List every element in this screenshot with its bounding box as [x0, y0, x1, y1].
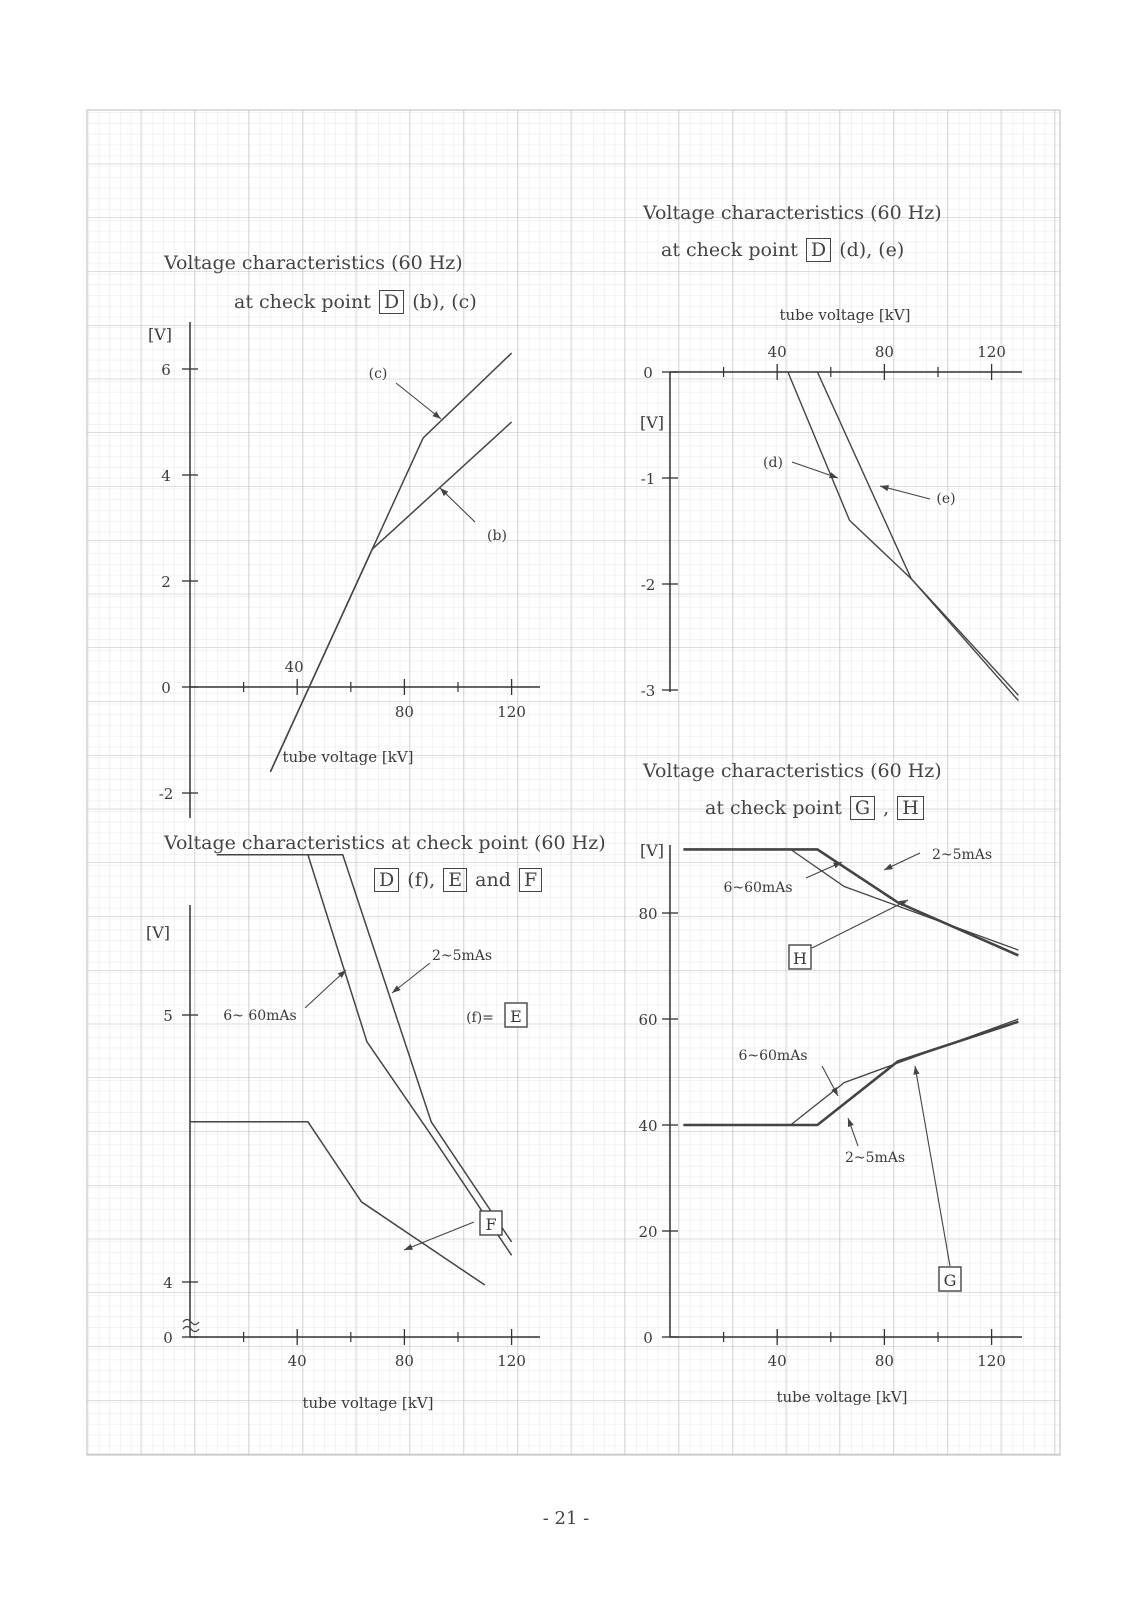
- chart3-x-tick-label: 120: [497, 1352, 526, 1370]
- annotation-g-arrow-head: [913, 1066, 919, 1075]
- chart2-subtitle-curves: (d), (e): [839, 239, 905, 261]
- series-line-G 2~5mAs: [683, 1022, 1018, 1125]
- annotation-h-arrow: [812, 900, 908, 948]
- series-line-H 2~5mAs: [683, 849, 1018, 955]
- series-line-H 6~60mAs: [683, 849, 1018, 950]
- checkpoint-d-box: D: [374, 868, 399, 892]
- checkpoint-d-box: D: [379, 290, 404, 314]
- series-e-arrow-head: [880, 485, 889, 491]
- series-c-arrow-head: [432, 411, 441, 419]
- series-label-e: (e): [936, 491, 956, 507]
- chart4-y-tick-label: 80: [638, 905, 658, 923]
- chart4-x-label: tube voltage [kV]: [776, 1388, 908, 1406]
- checkpoint-h-box: H: [897, 796, 924, 820]
- chart4-y-tick-label: 40: [638, 1117, 658, 1135]
- chart4-subtitle-comma: ,: [883, 797, 890, 819]
- series-line-6~ 60mAs: [217, 855, 512, 1256]
- chart3-y-label: [V]: [145, 923, 171, 942]
- chart3-y-tick-label: 4: [163, 1274, 173, 1292]
- annotation-f-equals: (f)=: [466, 1010, 494, 1026]
- annotation-6-60mAs: 6~ 60mAs: [223, 1008, 297, 1024]
- chart3-y-tick-label: 0: [163, 1329, 173, 1347]
- chart4-title: Voltage characteristics (60 Hz): [643, 760, 942, 782]
- chart3-y-tick-label: 5: [163, 1007, 173, 1025]
- series-label-d: (d): [763, 455, 783, 471]
- series-label-c: (c): [368, 366, 388, 382]
- checkpoint-e-box: E: [443, 868, 467, 892]
- chart4-subtitle: [705, 796, 926, 820]
- chart1-x-tick-label: 120: [497, 703, 526, 721]
- series-line-(d): [788, 372, 1018, 701]
- chart1-x-tick-label: 40: [284, 658, 304, 676]
- chart2-x-tick-label: 40: [767, 343, 787, 361]
- annotation-g-6-60mAs: 6~60mAs: [738, 1048, 808, 1064]
- annotation-f: F: [485, 1215, 497, 1234]
- chart2-subtitle: [661, 238, 904, 262]
- series-line-F: [190, 1122, 485, 1285]
- chart3-subtitle: [372, 868, 544, 892]
- chart2-y-tick-label: 0: [643, 364, 653, 382]
- annotation-g-2-5mAs-arrow-head: [848, 1118, 854, 1127]
- annotation-f-arrow-head: [404, 1244, 413, 1250]
- annotation-h-6-60mAs: 6~60mAs: [723, 880, 793, 896]
- chart1-subtitle-curves: (b), (c): [412, 291, 477, 313]
- annotation-g-arrow: [915, 1066, 950, 1266]
- series-line-(c): [270, 353, 511, 772]
- chart1-x-label: tube voltage [kV]: [282, 748, 414, 766]
- annotation-g: G: [943, 1271, 957, 1290]
- chart4-subtitle-text: at check point: [705, 797, 842, 819]
- series-label-b: (b): [487, 528, 507, 544]
- chart1-subtitle-text: at check point: [234, 291, 371, 313]
- chart4-x-tick-label: 40: [767, 1352, 787, 1370]
- annotation-g-2-5mAs: 2~5mAs: [844, 1150, 906, 1166]
- chart1-y-tick-label: 4: [161, 467, 171, 485]
- annotation-f-arrow: [404, 1222, 474, 1250]
- annotation-h-2-5mAs-arrow-head: [884, 864, 893, 870]
- chart2-y-label: [V]: [639, 413, 665, 432]
- chart3-title: Voltage characteristics at check point (60 Hz): [164, 832, 606, 854]
- chart2-x-label: tube voltage [kV]: [779, 306, 911, 324]
- chart3-subtitle-f: (f),: [407, 869, 436, 891]
- annotation-h-2-5mAs: 2~5mAs: [931, 847, 993, 863]
- annotation-2-5mAs-arrow-head: [392, 985, 401, 993]
- checkpoint-g-box: G: [850, 796, 875, 820]
- chart1-y-tick-label: 0: [161, 679, 171, 697]
- chart4-y-label: [V]: [639, 841, 665, 860]
- chart1-y-tick-label: -2: [158, 785, 174, 803]
- chart4-x-tick-label: 80: [874, 1352, 894, 1370]
- checkpoint-d-box: D: [806, 238, 831, 262]
- series-line-(e): [817, 372, 1018, 695]
- annotation-h: H: [793, 949, 807, 968]
- series-c-arrow: [396, 383, 441, 419]
- chart4-x-tick-label: 120: [977, 1352, 1006, 1370]
- chart1-y-tick-label: 2: [161, 573, 171, 591]
- series-line-G 6~60mAs: [683, 1019, 1018, 1125]
- chart4-y-tick-label: 60: [638, 1011, 658, 1029]
- chart2-y-tick-label: -1: [640, 470, 656, 488]
- chart1-subtitle: [234, 290, 477, 314]
- chart2-title: Voltage characteristics (60 Hz): [643, 202, 942, 224]
- checkpoint-f-box: F: [519, 868, 542, 892]
- series-line-2~5mAs: [217, 855, 512, 1242]
- page-number: - 21 -: [542, 1508, 590, 1529]
- chart1-title: Voltage characteristics (60 Hz): [164, 252, 463, 274]
- chart2-y-tick-label: -3: [640, 682, 656, 700]
- chart2-subtitle-text: at check point: [661, 239, 798, 261]
- series-line-(b): [270, 422, 511, 772]
- annotation-2-5mAs: 2~5mAs: [431, 948, 493, 964]
- chart2-x-tick-label: 80: [874, 343, 894, 361]
- chart1-y-tick-label: 6: [161, 361, 171, 379]
- chart3-x-label: tube voltage [kV]: [302, 1394, 434, 1412]
- chart1-x-tick-label: 80: [394, 703, 414, 721]
- chart4-y-tick-label: 0: [643, 1329, 653, 1347]
- chart2-x-tick-label: 120: [977, 343, 1006, 361]
- chart3-x-tick-label: 80: [394, 1352, 414, 1370]
- chart1-y-label: [V]: [147, 325, 173, 344]
- chart2-y-tick-label: -2: [640, 576, 656, 594]
- chart3-x-tick-label: 40: [287, 1352, 307, 1370]
- chart4-y-tick-label: 20: [638, 1223, 658, 1241]
- chart3-subtitle-and: and: [475, 869, 511, 891]
- axis-break-icon: [183, 1320, 199, 1332]
- annotation-e: E: [510, 1007, 522, 1026]
